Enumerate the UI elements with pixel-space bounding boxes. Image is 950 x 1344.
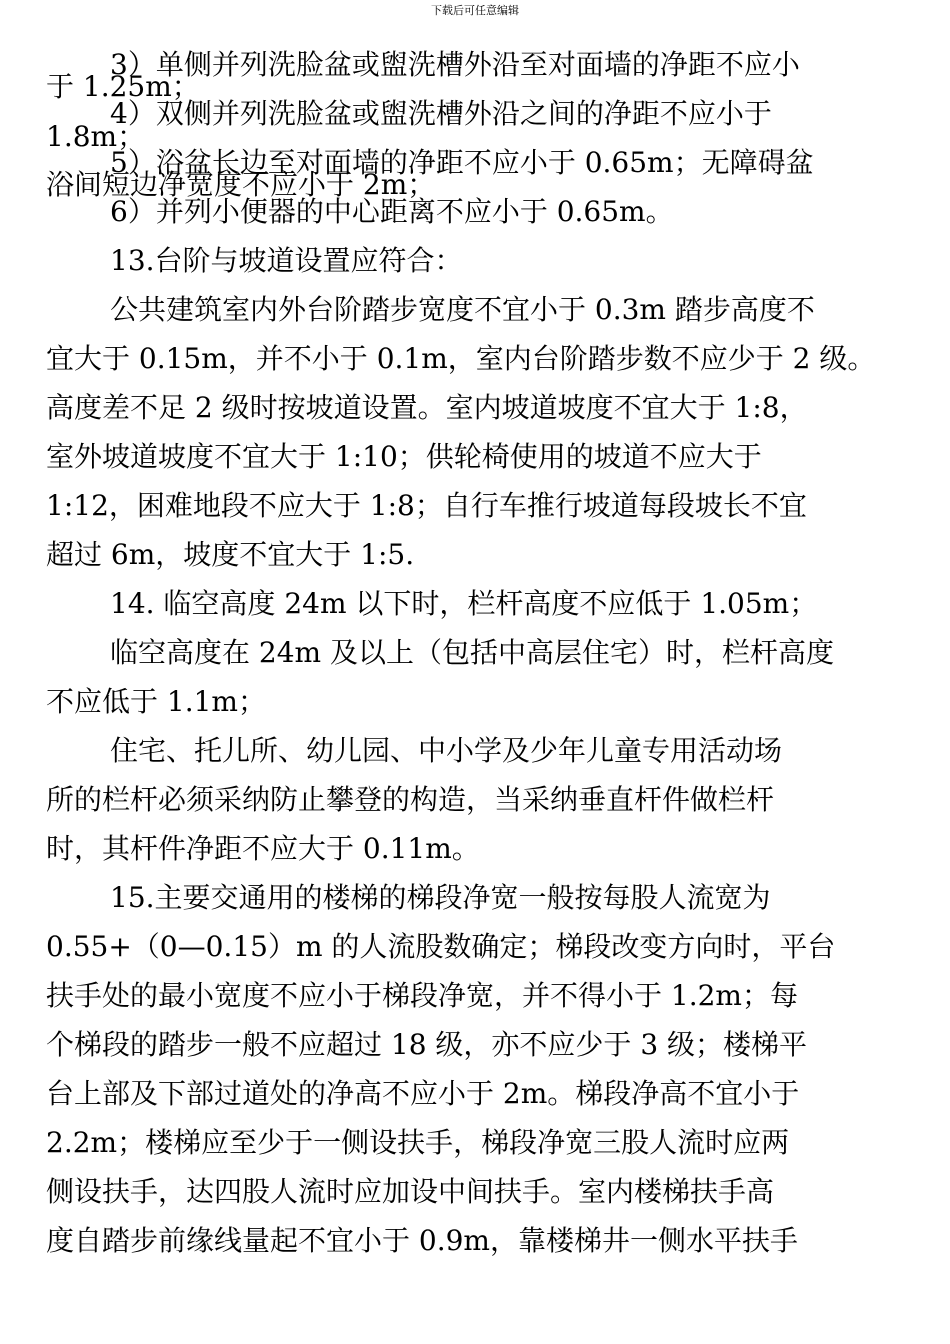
text-line: 超过 6m，坡度不宜大于 1:5. (46, 538, 415, 571)
text-line: 1:12，困难地段不应大于 1:8；自行车推行坡道每段坡长不宜 (46, 489, 807, 522)
text-line: 临空高度在 24m 及以上（包括中高层住宅）时，栏杆高度 (110, 636, 834, 669)
text-line: 不应低于 1.1m； (46, 685, 266, 718)
text-line: 公共建筑室内外台阶踏步宽度不宜小于 0.3m 踏步高度不 (110, 293, 815, 326)
overlapping-paragraphs (46, 40, 916, 228)
text-line: 4）双侧并列洗脸盆或盥洗槽外沿之间的净距不应小于 (110, 97, 772, 130)
text-line: 2.2m；楼梯应至少于一侧设扶手，梯段净宽三股人流时应两 (46, 1126, 790, 1159)
text-line: 时，其杆件净距不应大于 0.11m。 (46, 832, 480, 865)
text-line: 0.55+（0—0.15）m 的人流股数确定；梯段改变方向时，平台 (46, 930, 836, 963)
text-line: 1.8m； (46, 120, 146, 153)
section-heading-13: 13.台阶与坡道设置应符合： (110, 244, 463, 277)
text-line: 3）单侧并列洗脸盆或盥洗槽外沿至对面墙的净距不应小 (110, 48, 800, 81)
text-line: 5）浴盆长边至对面墙的净距不应小于 0.65m；无障碍盆 (110, 146, 814, 179)
text-line: 个梯段的踏步一般不应超过 18 级，亦不应少于 3 级；楼梯平 (46, 1028, 808, 1061)
text-line: 所的栏杆必须采纳防止攀登的构造，当采纳垂直杆件做栏杆 (46, 783, 775, 816)
text-line: 室外坡道坡度不宜大于 1:10；供轮椅使用的坡道不应大于 (46, 440, 762, 473)
page-header: 下载后可任意编辑 (431, 4, 519, 17)
text-line: 于 1.25m； (46, 70, 200, 103)
section-heading-15: 15.主要交通用的楼梯的梯段净宽一般按每股人流宽为 (110, 881, 771, 914)
document-body (46, 40, 916, 1265)
text-line: 扶手处的最小宽度不应小于梯段净宽，并不得小于 1.2m；每 (46, 979, 798, 1012)
text-line: 住宅、托儿所、幼儿园、中小学及少年儿童专用活动场 (110, 734, 783, 767)
text-line: 高度差不足 2 级时按坡道设置。室内坡道坡度不宜大于 1:8， (46, 391, 808, 424)
text-line: 6）并列小便器的中心距离不应小于 0.65m。 (110, 195, 674, 228)
text-line: 浴间短边净宽度不应小于 2m； (46, 168, 436, 201)
text-line: 侧设扶手，达四股人流时应加设中间扶手。室内楼梯扶手高 (46, 1175, 775, 1208)
text-line: 度自踏步前缘线量起不宜小于 0.9m，靠楼梯井一侧水平扶手 (46, 1224, 798, 1257)
text-line: 台上部及下部过道处的净高不应小于 2m。梯段净高不宜小于 (46, 1077, 800, 1110)
section-heading-14: 14. 临空高度 24m 以下时，栏杆高度不应低于 1.05m； (110, 587, 818, 620)
text-line: 宜大于 0.15m，并不小于 0.1m，室内台阶踏步数不应少于 2 级。 (46, 342, 876, 375)
